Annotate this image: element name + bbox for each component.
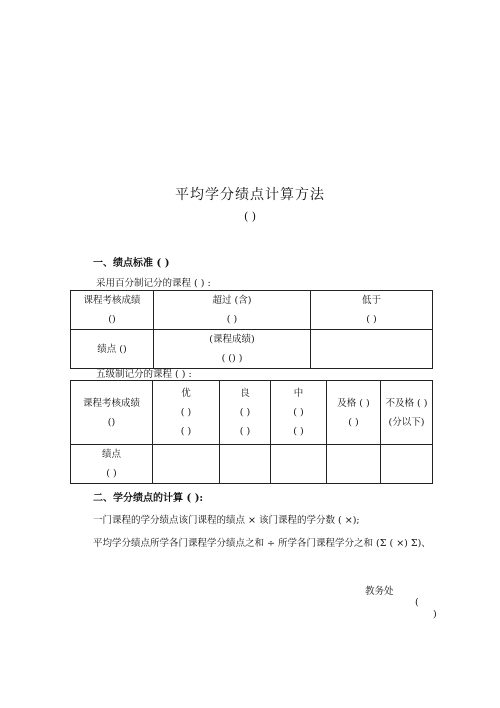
five-level-grade-table xyxy=(70,380,433,484)
t1-header-score xyxy=(71,291,154,330)
t2-header-excellent xyxy=(153,381,220,445)
table2-caption: 五级制记分的课程 ( ) : xyxy=(96,369,192,380)
t2-header-good xyxy=(220,381,271,445)
t2-gp-medium xyxy=(271,445,327,484)
t1-score-label: 课程考核成绩 xyxy=(83,295,141,306)
t2-excellent-paren2: ( ) xyxy=(180,426,192,437)
t2-gp-label: 绩点 xyxy=(101,449,121,460)
t1-gp-formula-label: (课程成绩) xyxy=(209,334,255,345)
t2-excellent-label: 优 xyxy=(181,388,191,399)
section1-heading: 一、绩点标准 ( ) xyxy=(93,258,170,269)
t1-below-label: 低于 xyxy=(361,295,381,306)
t2-medium-paren2: ( ) xyxy=(293,426,304,437)
date-close-paren: ) xyxy=(433,609,437,620)
t2-header-score xyxy=(71,381,153,445)
t2-header-medium xyxy=(271,381,327,445)
t2-score-label: 课程考核成绩 xyxy=(82,397,140,409)
t2-pass-paren: ( ) xyxy=(348,416,359,428)
t1-below-paren: ( ) xyxy=(366,314,377,325)
t1-gp-empty xyxy=(311,330,433,369)
t1-header-below xyxy=(311,291,433,330)
t2-header-pass xyxy=(327,381,381,445)
t2-excellent-paren1: ( ) xyxy=(180,407,192,418)
t1-above-paren: ( ) xyxy=(226,314,238,325)
t2-medium-label: 中 xyxy=(293,388,304,399)
t2-gp-pass xyxy=(327,445,381,484)
section2-heading: 二、学分绩点的计算 ( ): xyxy=(93,493,204,504)
t2-gp-label-cell xyxy=(71,445,153,484)
t2-fail-paren: (分以下) xyxy=(388,416,425,428)
formula-course-gp: 一门课程的学分绩点该门课程的绩点 × 该门课程的学分数 ( ×); xyxy=(93,515,360,526)
t2-good-label: 良 xyxy=(240,388,250,399)
t2-gp-good xyxy=(220,445,271,484)
page-subtitle: ( ) xyxy=(243,210,257,223)
t2-score-paren: () xyxy=(107,416,116,428)
t1-score-paren: () xyxy=(108,314,116,325)
t1-gp-formula-paren: ( () ) xyxy=(221,353,243,364)
t1-header-above xyxy=(154,291,311,330)
formula-average-gp: 平均学分绩点所学各门课程学分绩点之和 ÷ 所学各门课程学分之和 (Σ ( ×) Σ)、 xyxy=(93,538,431,549)
t2-gp-paren: ( ) xyxy=(106,468,117,479)
table1-caption: 采用百分制记分的课程 ( ) : xyxy=(96,278,211,289)
t2-medium-paren1: ( ) xyxy=(293,407,304,418)
t1-gp-label: 绩点 () xyxy=(71,330,154,369)
issuer-office: 教务处 xyxy=(365,586,394,597)
t1-above-label: 超过 (含) xyxy=(212,295,252,306)
t2-pass-label: 及格 ( ) xyxy=(337,397,370,409)
page-title: 平均学分绩点计算方法 xyxy=(175,187,325,203)
date-open-paren: ( xyxy=(415,597,419,608)
t1-gp-formula xyxy=(154,330,311,369)
t2-good-paren1: ( ) xyxy=(239,407,251,418)
t2-gp-excellent xyxy=(153,445,220,484)
percentage-grade-table xyxy=(70,290,433,369)
t2-fail-label: 不及格 ( ) xyxy=(385,397,428,409)
t2-good-paren2: ( ) xyxy=(239,426,251,437)
t2-header-fail xyxy=(381,381,433,445)
t2-gp-fail xyxy=(381,445,433,484)
